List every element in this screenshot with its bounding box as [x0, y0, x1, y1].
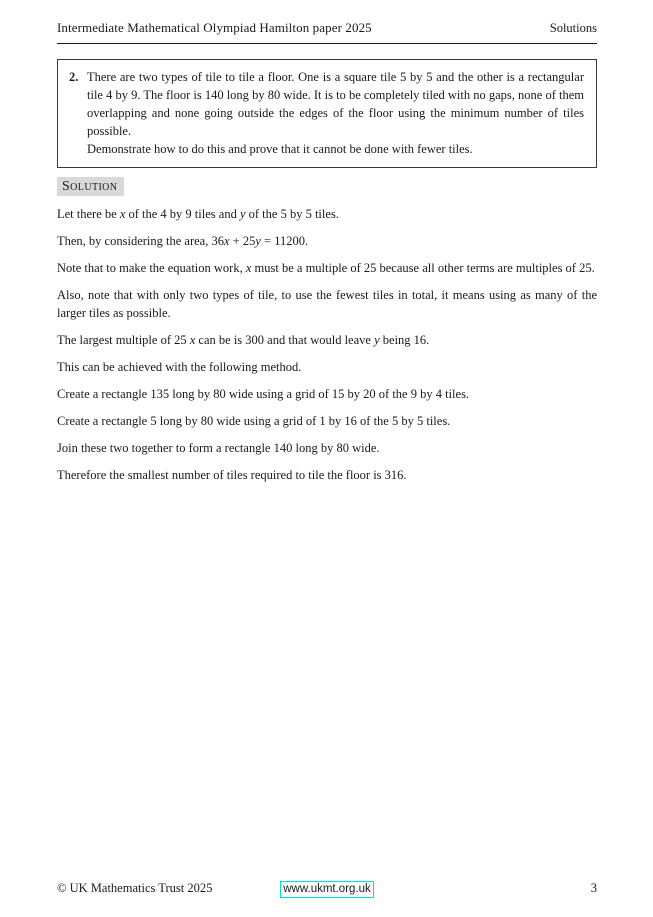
solution-paragraph: The largest multiple of 25 x can be is 300 and that would leave y being 16.	[57, 333, 430, 347]
problem-demonstrate-line: Demonstrate how to do this and prove that it cannot be done with fewer tiles.	[87, 142, 473, 156]
solution-paragraph: Join these two together to form a rectangle 140 long by 80 wide.	[57, 441, 380, 455]
header-title: Intermediate Mathematical Olympiad Hamilton paper 2025	[57, 20, 372, 35]
header-solutions-label: Solutions	[549, 21, 597, 35]
solution-paragraph: Also, note that with only two types of tile, to use the fewest tiles in total, it means using as many of the larger tiles as possible.	[57, 288, 597, 320]
solution-paragraph: This can be achieved with the following method.	[57, 360, 302, 374]
footer-website-link[interactable]: www.ukmt.org.uk	[280, 881, 374, 898]
problem-box	[57, 59, 597, 168]
page-header	[57, 20, 597, 44]
problem-text	[87, 68, 584, 158]
problem-number: 2.	[69, 70, 79, 84]
footer-page-number: 3	[590, 881, 597, 895]
solution-paragraph: Then, by considering the area, 36x + 25y = 11200.	[57, 234, 309, 248]
problem-statement: There are two types of tile to tile a floor. One is a square tile 5 by 5 and the other is a rectangular tile 4 by 9. The floor is 140 long by 80 wide. It is to be completely tiled with no gaps, none of them overlapping and none going outside the edges of the floor using the minimum number of tiles possible.	[87, 70, 584, 138]
solution-paragraph: Create a rectangle 5 long by 80 wide using a grid of 1 by 16 of the 5 by 5 tiles.	[57, 414, 451, 428]
solution-paragraph: Therefore the smallest number of tiles required to tile the floor is 316.	[57, 468, 407, 482]
solution-paragraph: Create a rectangle 135 long by 80 wide using a grid of 15 by 20 of the 9 by 4 tiles.	[57, 387, 470, 401]
solution-paragraphs	[57, 205, 597, 484]
solution-paragraph: Let there be x of the 4 by 9 tiles and y of the 5 by 5 tiles.	[57, 207, 339, 221]
footer-copyright: © UK Mathematics Trust 2025	[57, 881, 213, 895]
solution-badge: Solution	[57, 177, 124, 196]
page-footer	[57, 881, 597, 898]
solution-paragraph: Note that to make the equation work, x must be a multiple of 25 because all other terms are multiples of 25.	[57, 261, 595, 275]
